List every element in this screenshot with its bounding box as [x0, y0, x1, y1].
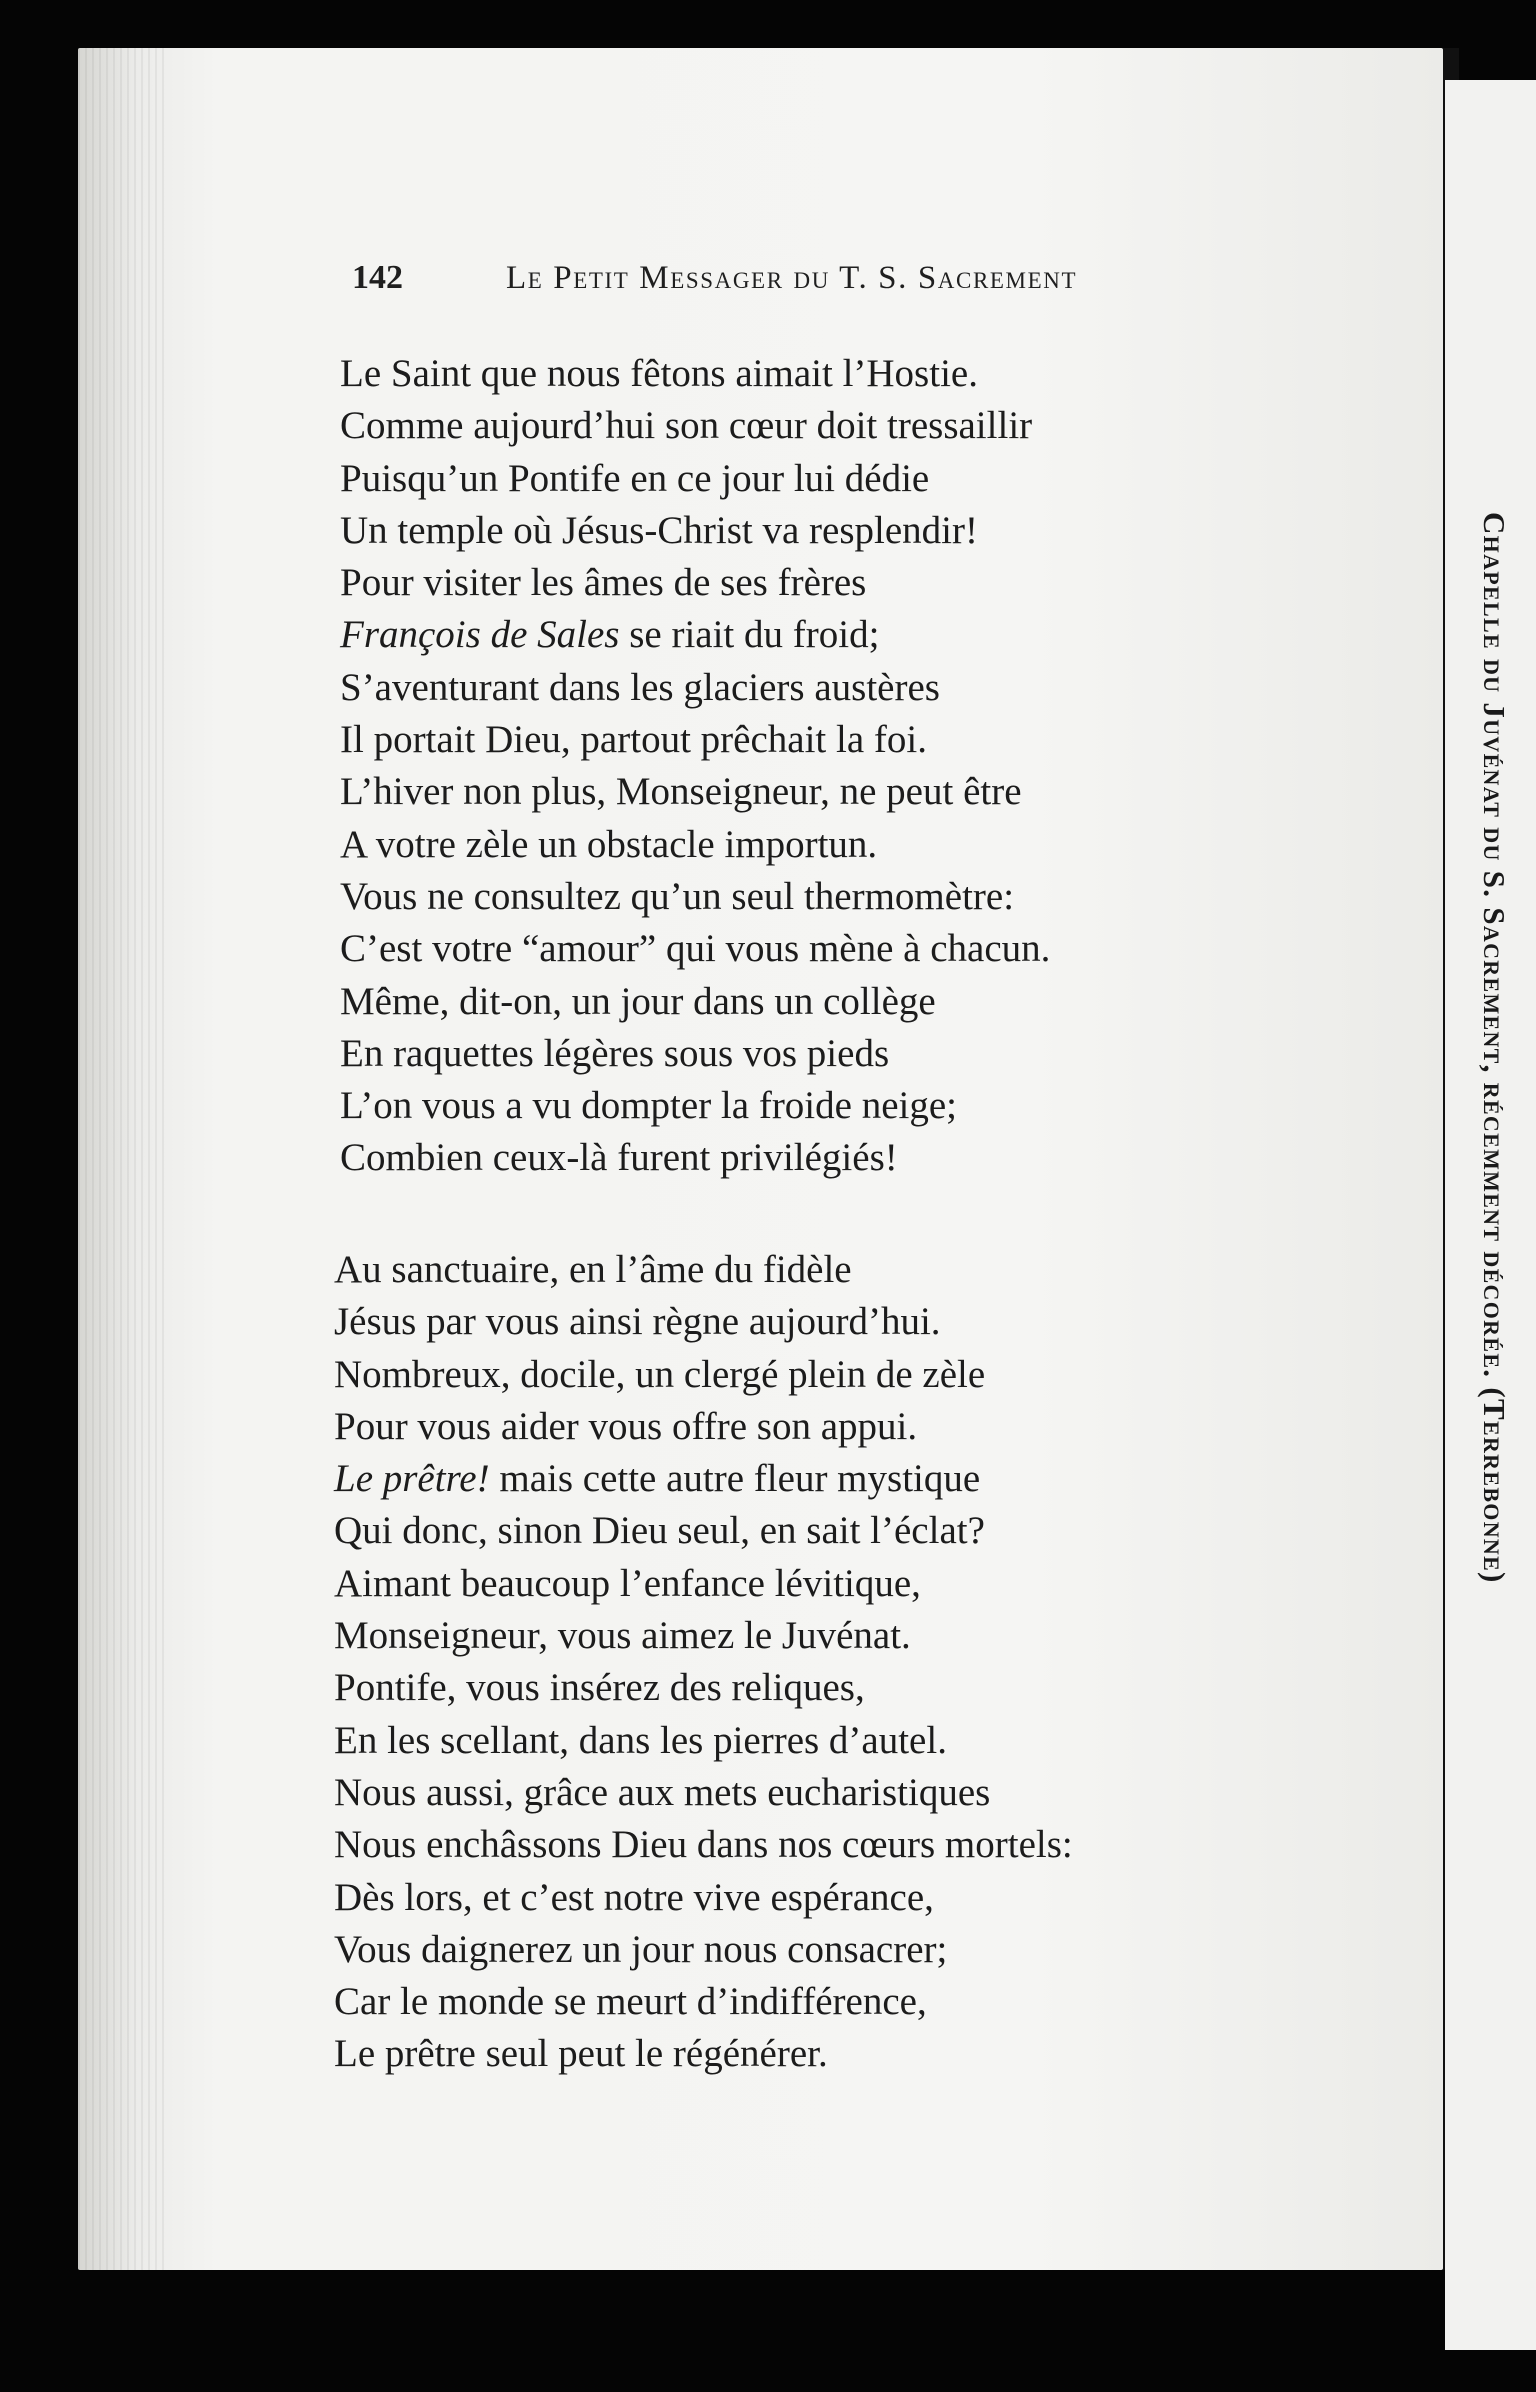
- poem-line: Le prêtre seul peut le régénérer.: [334, 2032, 828, 2076]
- page-edges: [78, 48, 168, 2270]
- poem-line: Nous aussi, grâce aux mets eucharistiques: [334, 1770, 991, 1814]
- poem-line: S’aventurant dans les glaciers austères: [340, 665, 940, 709]
- italic-name: François de Sales: [340, 613, 620, 657]
- poem-line: En les scellant, dans les pierres d’autel.: [334, 1718, 947, 1762]
- poem-line: Jésus par vous ainsi règne aujourd’hui.: [334, 1300, 941, 1344]
- poem-line: Car le monde se meurt d’indifférence,: [334, 1980, 927, 2024]
- poem-stanza-2: [334, 1244, 1334, 2081]
- poem-line: A votre zèle un obstacle importun.: [340, 822, 878, 866]
- poem-line: Qui donc, sinon Dieu seul, en sait l’éclat?: [334, 1509, 985, 1553]
- line-rest: mais cette autre fleur mystique: [489, 1457, 981, 1501]
- page-header: [352, 259, 1252, 297]
- poem-line: Un temple où Jésus-Christ va resplendir!: [340, 508, 978, 552]
- poem-line: L’on vous a vu dompter la froide neige;: [340, 1084, 957, 1128]
- running-title: Le Petit Messager du T. S. Sacrement: [506, 260, 1078, 296]
- poem-line: Comme aujourd’hui son cœur doit tressaillir: [340, 404, 1033, 448]
- poem-line: Vous ne consultez qu’un seul thermomètre:: [340, 874, 1015, 918]
- poem-line: [334, 1453, 1334, 1505]
- poem-line: Combien ceux-là furent privilégiés!: [340, 1136, 898, 1180]
- poem-line: Au sanctuaire, en l’âme du fidèle: [334, 1248, 852, 1291]
- poem-line: Le Saint que nous fêtons aimait l’Hostie.: [340, 352, 978, 395]
- line-rest: se riait du froid;: [619, 613, 880, 657]
- poem-line: Il portait Dieu, partout prêchait la foi.: [340, 718, 927, 762]
- poem-line: Même, dit-on, un jour dans un collège: [340, 979, 936, 1023]
- poem-line: L’hiver non plus, Monseigneur, ne peut être: [340, 770, 1022, 814]
- poem-line: Pontife, vous insérez des reliques,: [334, 1666, 865, 1710]
- poem-line: C’est votre “amour” qui vous mène à chacun.: [340, 927, 1051, 971]
- poem-line: Vous daignerez un jour nous consacrer;: [334, 1927, 948, 1971]
- italic-phrase: Le prêtre!: [334, 1457, 490, 1501]
- poem-line: Pour vous aider vous offre son appui.: [334, 1404, 918, 1448]
- poem-line: Aimant beaucoup l’enfance lévitique,: [334, 1561, 921, 1605]
- poem-line: Nous enchâssons Dieu dans nos cœurs mortels:: [334, 1823, 1073, 1867]
- page-number: 142: [352, 259, 403, 296]
- side-caption: Chapelle du Juvénat du S. Sacrement, récemment décorée. (Terrebonne): [1477, 512, 1512, 1584]
- poem-line: Dès lors, et c’est notre vive espérance,: [334, 1875, 934, 1919]
- poem-line: Pour visiter les âmes de ses frères: [340, 561, 867, 605]
- poem-line: Puisqu’un Pontife en ce jour lui dédie: [340, 456, 930, 500]
- poem-line: Nombreux, docile, un clergé plein de zèle: [334, 1352, 986, 1396]
- poem-line: [340, 609, 1340, 661]
- poem-stanza-1: [340, 348, 1340, 1185]
- poem-line: Monseigneur, vous aimez le Juvénat.: [334, 1614, 911, 1658]
- poem-line: En raquettes légères sous vos pieds: [340, 1031, 890, 1075]
